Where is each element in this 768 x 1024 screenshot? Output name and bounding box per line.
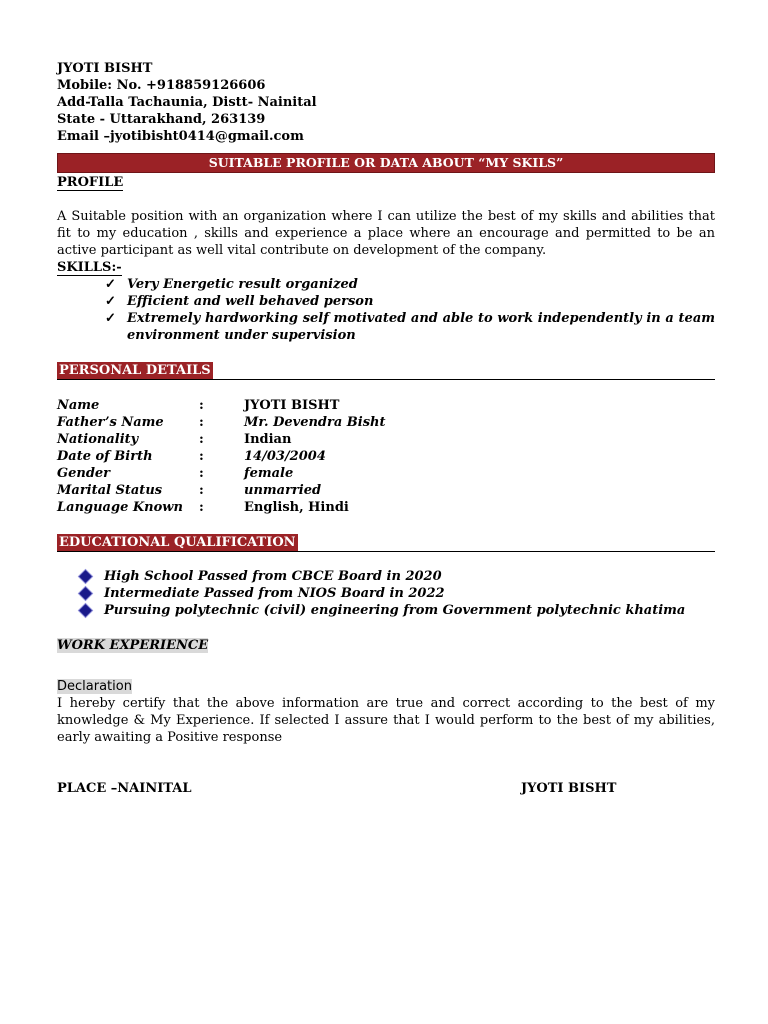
education-header	[57, 532, 715, 552]
contact-address: Add-Talla Tachaunia, Distt- Nainital	[57, 95, 317, 110]
detail-key: Name	[57, 398, 100, 413]
detail-row	[57, 448, 715, 465]
declaration-heading	[57, 678, 715, 695]
detail-value: female	[244, 466, 294, 481]
education-item	[81, 568, 715, 585]
work-experience-label: WORK EXPERIENCE	[57, 638, 209, 653]
detail-key: Marital Status	[57, 483, 163, 498]
detail-colon: :	[199, 398, 204, 413]
contact-name: JYOTI BISHT	[57, 61, 153, 76]
detail-colon: :	[199, 449, 204, 464]
detail-colon: :	[199, 432, 204, 447]
detail-row	[57, 499, 715, 516]
detail-value: JYOTI BISHT	[244, 398, 340, 413]
education-text: Intermediate Passed from NIOS Board in 2022	[104, 586, 445, 601]
signature-row	[57, 780, 715, 797]
profile-heading	[57, 174, 715, 191]
contact-email: Email –jyotibisht0414@gmail.com	[57, 129, 304, 144]
personal-details-table	[57, 397, 715, 516]
detail-key: Gender	[57, 466, 111, 481]
personal-details-header	[57, 360, 715, 380]
diamond-bullet-icon	[79, 604, 92, 617]
resume-page	[57, 60, 715, 797]
detail-row	[57, 431, 715, 448]
detail-value: 14/03/2004	[244, 449, 326, 464]
skill-item	[105, 276, 715, 293]
skills-list	[57, 276, 715, 344]
skill-text: Efficient and well behaved person	[127, 294, 374, 309]
profile-text: A Suitable position with an organization where I can utilize the best of my skills and abilities that fit to my education , skills and experience a place where an encourage and permitted to be an active participant as well vital contribute on development of the company.	[57, 209, 715, 258]
check-icon: ✓	[105, 311, 116, 326]
detail-key: Date of Birth	[57, 449, 153, 464]
education-item	[81, 602, 715, 619]
detail-colon: :	[199, 415, 204, 430]
diamond-bullet-icon	[79, 587, 92, 600]
detail-key: Language Known	[57, 500, 183, 515]
skill-text: Extremely hardworking self motivated and able to work independently in a team environment under supervision	[127, 311, 715, 343]
contact-mobile: Mobile: No. +918859126606	[57, 78, 266, 93]
contact-state: State - Uttarakhand, 263139	[57, 112, 266, 127]
education-item	[81, 585, 715, 602]
profile-heading-label: PROFILE	[57, 175, 124, 190]
skill-text: Very Energetic result organized	[127, 277, 358, 292]
detail-row	[57, 414, 715, 431]
signature-place: PLACE –NAINITAL	[57, 781, 192, 796]
detail-value: English, Hindi	[244, 500, 349, 515]
detail-colon: :	[199, 500, 204, 515]
check-icon: ✓	[105, 294, 116, 309]
skills-heading-label: SKILLS:-	[57, 260, 122, 275]
detail-value: Indian	[244, 432, 292, 447]
check-icon: ✓	[105, 277, 116, 292]
detail-colon: :	[199, 483, 204, 498]
education-text: Pursuing polytechnic (civil) engineering from Government polytechnic khatima	[104, 603, 686, 618]
skills-heading	[57, 259, 715, 276]
detail-row	[57, 482, 715, 499]
education-list	[57, 568, 715, 619]
contact-block	[57, 60, 715, 145]
diamond-bullet-icon	[79, 570, 92, 583]
signature-name: JYOTI BISHT	[521, 781, 617, 796]
personal-details-heading: PERSONAL DETAILS	[59, 363, 211, 378]
education-heading: EDUCATIONAL QUALIFICATION	[59, 535, 296, 550]
skill-item	[105, 293, 715, 310]
profile-banner: SUITABLE PROFILE OR DATA ABOUT “MY SKILS”	[57, 153, 715, 173]
detail-row	[57, 397, 715, 414]
education-text: High School Passed from CBCE Board in 2020	[104, 569, 442, 584]
detail-key: Father’s Name	[57, 415, 164, 430]
detail-value: Mr. Devendra Bisht	[244, 415, 386, 430]
detail-key: Nationality	[57, 432, 139, 447]
skill-item	[105, 310, 715, 344]
detail-row	[57, 465, 715, 482]
declaration-label: Declaration	[57, 679, 132, 694]
declaration-text: I hereby certify that the above information are true and correct according to the best of my knowledge & My Experience. If selected I assure that I would perform to the best of my abilities, early awaiting a Positive response	[57, 696, 715, 745]
work-experience-heading	[57, 637, 715, 654]
detail-value: unmarried	[244, 483, 322, 498]
detail-colon: :	[199, 466, 204, 481]
